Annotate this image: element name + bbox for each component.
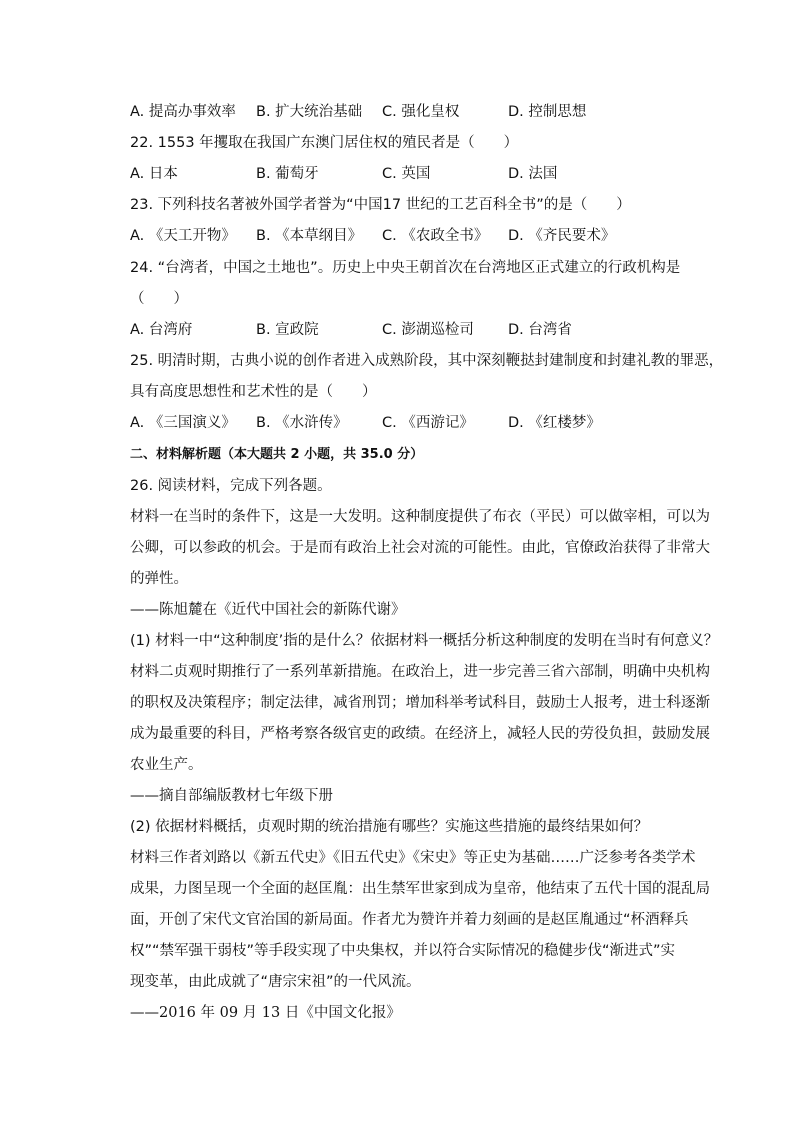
q25-stem-line1: 25. 明清时期，古典小说的创作者进入成熟阶段，其中深刻鞭挞封建制度和封建礼教的罪恶， bbox=[130, 353, 724, 369]
q24-option-a: A. 台湾府 bbox=[130, 322, 193, 338]
q22-option-d: D. 法国 bbox=[508, 166, 558, 182]
material3-line: 现变革，由此成就了“唐宗宋祖”的一代风流。 bbox=[130, 974, 421, 990]
q24-option-d: D. 台湾省 bbox=[508, 322, 572, 338]
q21-option-a: A. 提高办事效率 bbox=[130, 104, 236, 120]
q24-stem-line1: 24. “台湾者，中国之土地也”。历史上中央王朝首次在台湾地区正式建立的行政机构是 bbox=[130, 260, 681, 276]
material3-line: 面，开创了宋代文官治国的新局面。作者尤为赞许并着力刻画的是赵匡胤通过“杯酒释兵 bbox=[130, 912, 689, 928]
q23-option-a: A. 《天工开物》 bbox=[130, 228, 236, 244]
material1-line: 材料一在当时的条件下，这是一大发明。这种制度提供了布衣（平民）可以做宰相，可以为 bbox=[130, 509, 710, 525]
q25-stem-line2: 具有高度思想性和艺术性的是（ ） bbox=[130, 384, 377, 400]
material2-line: 农业生产。 bbox=[130, 757, 203, 773]
material2-line: 成为最重要的科目，严格考察各级官吏的政绩。在经济上，减轻人民的劳役负担，鼓励发展 bbox=[130, 726, 710, 742]
q21-option-c: C. 强化皇权 bbox=[382, 104, 460, 120]
q22-option-b: B. 葡萄牙 bbox=[256, 166, 319, 182]
q24-option-b: B. 宣政院 bbox=[256, 322, 319, 338]
material1-line: 公卿，可以参政的机会。于是而有政治上社会对流的可能性。由此，官僚政治获得了非常大 bbox=[130, 540, 710, 556]
q23-option-c: C. 《农政全书》 bbox=[382, 228, 489, 244]
material3-line: 成果，力图呈现一个全面的赵匡胤：出生禁军世家到成为皇帝，他结束了五代十国的混乱局 bbox=[130, 881, 710, 897]
material3-source: ——2016 年 09 月 13 日《中国文化报》 bbox=[130, 1005, 401, 1021]
q24-option-c: C. 澎湖巡检司 bbox=[382, 322, 474, 338]
q21-option-b: B. 扩大统治基础 bbox=[256, 104, 363, 120]
q25-option-d: D. 《红楼梦》 bbox=[508, 415, 601, 431]
q24-stem-line2: （ ） bbox=[130, 291, 188, 307]
material2-line: 材料二贞观时期推行了一系列革新措施。在政治上，进一步完善三省六部制，明确中央机构 bbox=[130, 664, 710, 680]
material1-source: ——陈旭麓在《近代中国社会的新陈代谢》 bbox=[130, 602, 406, 618]
q25-option-a: A. 《三国演义》 bbox=[130, 415, 236, 431]
q23-option-d: D. 《齐民要术》 bbox=[508, 228, 616, 244]
material1-line: 的弹性。 bbox=[130, 571, 188, 587]
q26-stem: 26. 阅读材料，完成下列各题。 bbox=[130, 478, 332, 494]
q26-subquestion-2: (2) 依据材料概括，贞观时期的统治措施有哪些？实施这些措施的最终结果如何？ bbox=[130, 819, 649, 835]
q21-option-d: D. 控制思想 bbox=[508, 104, 587, 120]
q23-option-b: B. 《本草纲目》 bbox=[256, 228, 363, 244]
section2-heading: 二、材料解析题（本大题共 2 小题，共 35.0 分） bbox=[130, 447, 424, 462]
q23-stem: 23. 下列科技名著被外国学者誉为“中国17 世纪的工艺百科全书”的是（ ） bbox=[130, 197, 631, 213]
q25-option-c: C. 《西游记》 bbox=[382, 415, 474, 431]
q22-option-a: A. 日本 bbox=[130, 166, 178, 182]
material3-line: 材料三作者刘路以《新五代史》《旧五代史》《宋史》等正史为基础……广泛参考各类学术 bbox=[130, 850, 696, 866]
q25-option-b: B. 《水浒传》 bbox=[256, 415, 348, 431]
material3-line: 权”“禁军强干弱枝”等手段实现了中央集权，并以符合实际情况的稳健步伐“渐进式”实 bbox=[130, 943, 676, 959]
material2-source: ——摘自部编版教材七年级下册 bbox=[130, 788, 333, 804]
q22-option-c: C. 英国 bbox=[382, 166, 431, 182]
q22-stem: 22. 1553 年攫取在我国广东澳门居住权的殖民者是（ ） bbox=[130, 135, 519, 151]
material2-line: 的职权及决策程序；制定法律，减省刑罚；增加科举考试科目，鼓励士人报考，进士科逐渐 bbox=[130, 695, 710, 711]
q26-subquestion-1: (1) 材料一中“这种制度’指的是什么？依据材料一概括分析这种制度的发明在当时有何意义？ bbox=[130, 633, 719, 649]
